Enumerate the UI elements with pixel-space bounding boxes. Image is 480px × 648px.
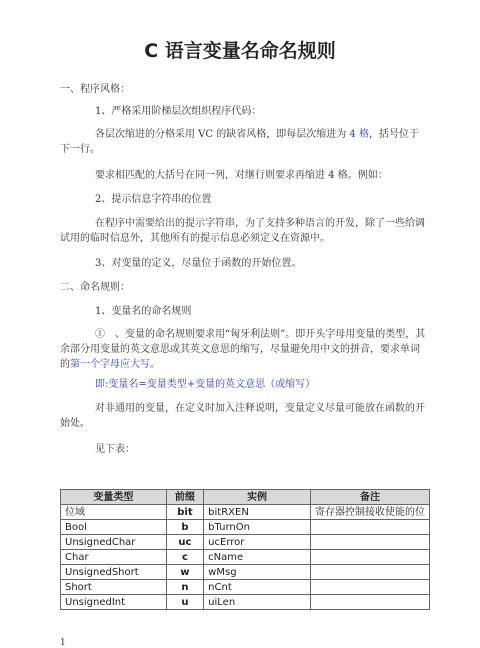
type-cell: Bool (61, 520, 167, 535)
note-cell (310, 520, 429, 535)
example-cell: uiLen (204, 595, 311, 610)
section-1-1-heading: 1、严格采用阶梯层次组织程序代码： (95, 106, 262, 117)
example-cell: nCnt (204, 580, 311, 595)
table-row (61, 520, 430, 535)
paragraph-hungarian-text-a: ① 、变量的命名规则要求用“匈牙利法则”。即开头字母用变量的类型，其余部分用变量的英文意思或其英文意思的缩写，尽量避免用中文的拼音，要求单词的 (60, 329, 426, 370)
note-cell: 寄存器控制接收使能的位 (310, 505, 429, 520)
type-cell: Char (61, 550, 167, 565)
column-header: 前缀 (166, 490, 204, 505)
paragraph-indent-text-c: ，括号位于下一行。 (60, 129, 419, 155)
prefix-cell: uc (166, 535, 204, 550)
table-row (61, 550, 430, 565)
prefix-cell: u (166, 595, 204, 610)
table-row (61, 565, 430, 580)
column-header: 备注 (310, 490, 429, 505)
paragraph-braces: 要求相匹配的大括号在同一列，对继行则要求再缩进 4 格。例如： (95, 170, 388, 181)
prefix-cell: b (166, 520, 204, 535)
doc-title: C 语言变量名命名规则 (144, 40, 336, 62)
paragraph-hungarian-text-c: 。 (150, 359, 160, 370)
column-header: 变量类型 (61, 490, 167, 505)
table-row (61, 580, 430, 595)
example-cell: bitRXEN (204, 505, 311, 520)
table-row (61, 535, 430, 550)
example-cell: cName (204, 550, 311, 565)
naming-formula: 即:变量名=变量类型+变量的英文意思（或缩写） (95, 379, 316, 390)
indent-width-highlight: 4 格 (349, 129, 369, 140)
paragraph-comments: 对非通用的变量，在定义时加入注释说明，变量定义尽量可能放在函数的开始处。 (60, 403, 425, 429)
example-cell: ucError (204, 535, 311, 550)
note-cell (310, 580, 429, 595)
section-1-3-heading: 3、对变量的定义，尽量位于函数的开始位置。 (95, 258, 302, 269)
paragraph-hungarian (60, 327, 428, 372)
type-cell: UnsignedInt (61, 595, 167, 610)
prefix-cell: w (166, 565, 204, 580)
note-cell (310, 595, 429, 610)
table-row (61, 595, 430, 610)
prefix-table (60, 489, 430, 610)
section-2-1-heading: 1、变量名的命名规则 (95, 306, 192, 317)
page-number: 1 (60, 638, 66, 648)
prefix-cell: n (166, 580, 204, 595)
column-header: 实例 (204, 490, 311, 505)
note-cell (310, 565, 429, 580)
type-cell: Short (61, 580, 167, 595)
paragraph-prompt-strings: 在程序中需要给出的提示字符串，为了支持多种语言的开发，除了一些给调试用的临时信息外，其他所有的提示信息必须定义在资源中。 (60, 218, 425, 244)
section-1-2-heading: 2、提示信息字符串的位置 (95, 194, 212, 205)
paragraph-indent-text-a: 各层次缩进的分格采用 VC 的缺省风格，即每层次缩进为 (95, 129, 350, 140)
example-cell: wMsg (204, 565, 311, 580)
table-row (61, 505, 430, 520)
type-cell: 位域 (61, 505, 167, 520)
type-cell: UnsignedShort (61, 565, 167, 580)
capitalize-highlight: 第一个字母应大写 (70, 359, 150, 370)
prefix-cell: c (166, 550, 204, 565)
see-table-note: 见下表： (95, 444, 135, 455)
example-cell: bTurnOn (204, 520, 311, 535)
paragraph-indent-style (60, 127, 428, 157)
section-2-heading: 二、命名规则： (60, 282, 130, 293)
note-cell (310, 550, 429, 565)
note-cell (310, 535, 429, 550)
type-cell: UnsignedChar (61, 535, 167, 550)
prefix-cell: bit (166, 505, 204, 520)
table-header-row (61, 490, 430, 505)
section-1-heading: 一、程序风格： (60, 84, 130, 95)
